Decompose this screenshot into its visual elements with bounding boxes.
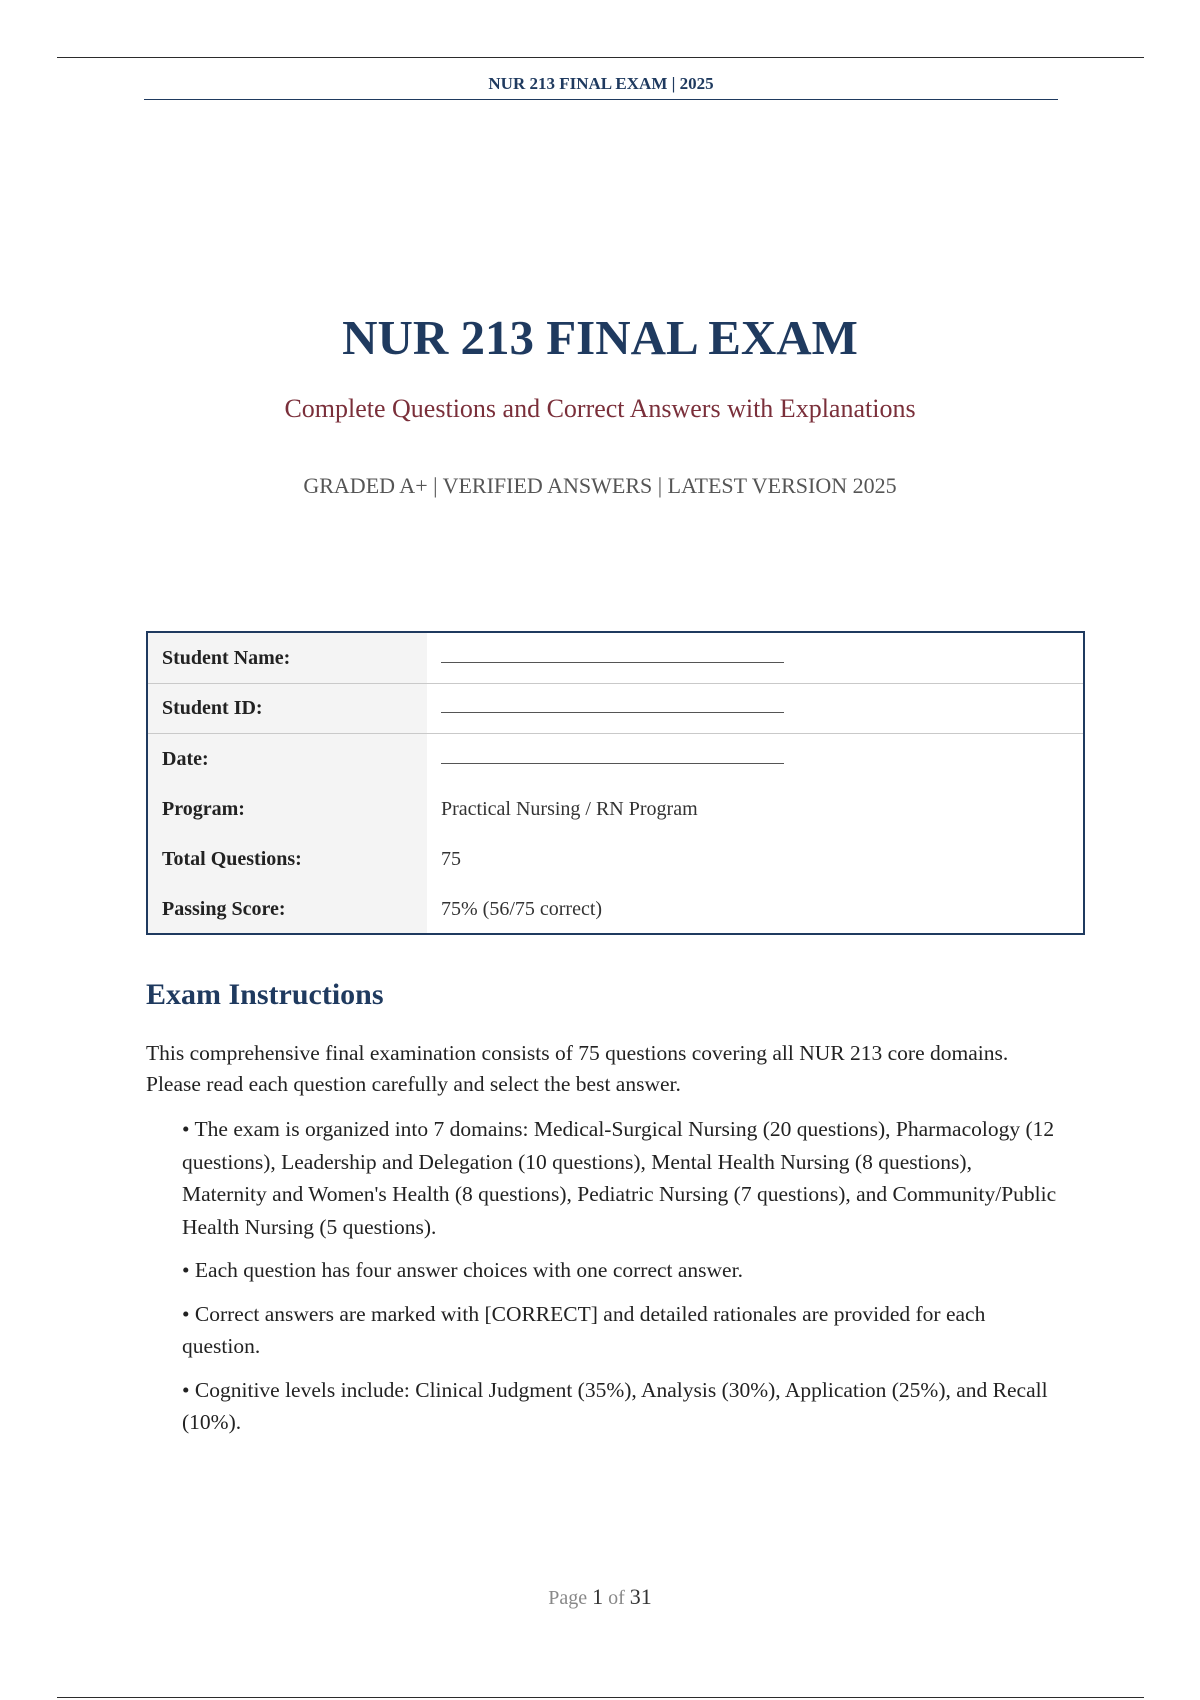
passing-score-label: Passing Score: xyxy=(162,898,286,920)
student-name-row xyxy=(148,633,1083,684)
page-bottom-rule xyxy=(57,1697,1144,1698)
total-pages-number: 31 xyxy=(629,1584,652,1609)
document-tagline: GRADED A+ | VERIFIED ANSWERS | LATEST VERSION 2025 xyxy=(303,473,897,498)
list-item: • Cognitive levels include: Clinical Judgment (35%), Analysis (30%), Application (25%), and Recall (10%). xyxy=(182,1377,1048,1434)
passing-score-row xyxy=(148,884,1083,934)
list-item: • Each question has four answer choices with one correct answer. xyxy=(182,1258,743,1282)
program-label: Program: xyxy=(162,798,245,820)
student-name-blank[interactable] xyxy=(441,662,784,663)
date-blank[interactable] xyxy=(441,763,784,764)
total-questions-value: 75 xyxy=(441,848,461,870)
document-subtitle: Complete Questions and Correct Answers with Explanations xyxy=(284,394,916,423)
date-label: Date: xyxy=(162,748,209,770)
document-title: NUR 213 FINAL EXAM xyxy=(342,310,858,365)
student-info-table xyxy=(146,631,1085,935)
student-id-blank[interactable] xyxy=(441,712,784,713)
page-footer xyxy=(0,1584,1200,1611)
passing-score-value: 75% (56/75 correct) xyxy=(441,898,603,920)
instructions-intro: This comprehensive final examination consists of 75 questions covering all NUR 213 core domains. Please read each question carefully and select the best answer. xyxy=(146,1041,1009,1096)
program-row xyxy=(148,784,1083,834)
page-top-rule xyxy=(57,57,1144,58)
running-header: NUR 213 FINAL EXAM | 2025 xyxy=(144,72,1058,100)
student-id-row xyxy=(148,683,1083,734)
list-item: • The exam is organized into 7 domains: Medical-Surgical Nursing (20 questions), Pharmacology (12 questions), Leadership and Delegation (10 questions), Mental Health Nursing (8 questions), Maternity and Women's Health (8 questions), Pediatric Nursing (7 questions), and Community/Public Health Nursing (5 questions). xyxy=(182,1117,1057,1239)
instructions-list xyxy=(182,1113,1062,1450)
page-word: Page xyxy=(548,1587,588,1609)
date-row xyxy=(148,734,1083,784)
current-page-number: 1 xyxy=(592,1584,604,1609)
total-questions-label: Total Questions: xyxy=(162,848,302,870)
program-value: Practical Nursing / RN Program xyxy=(441,798,698,820)
student-name-label: Student Name: xyxy=(162,647,291,669)
list-item: • Correct answers are marked with [CORRECT] and detailed rationales are provided for each question. xyxy=(182,1301,986,1358)
of-word: of xyxy=(608,1587,625,1609)
total-questions-row xyxy=(148,834,1083,884)
student-id-label: Student ID: xyxy=(162,697,263,719)
instructions-heading: Exam Instructions xyxy=(146,978,384,1011)
